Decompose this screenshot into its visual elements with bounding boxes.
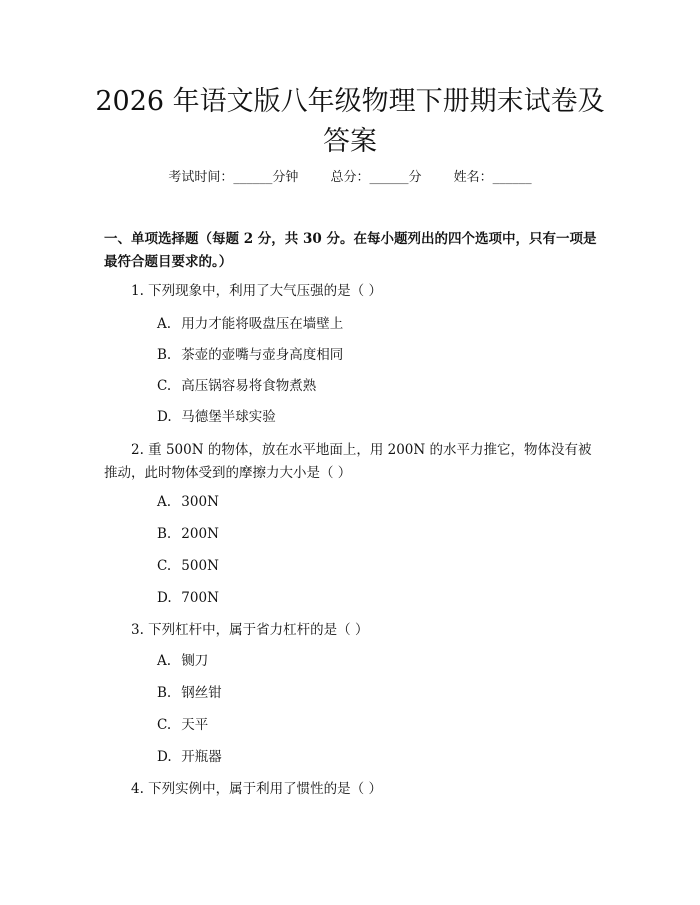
question-1-option-a (157, 314, 343, 334)
question-4-stem: 4. 下列实例中，属于利用了惯性的是（ ） (131, 781, 382, 797)
question-2-stem: 2. 重 500N 的物体，放在水平地面上，用 200N 的水平力推它，物体没有被推动，此时物体受到的摩擦力大小是（ ） (104, 442, 592, 481)
option-text: 铡刀 (181, 653, 209, 669)
option-text: 用力才能将吸盘压在墙壁上 (181, 316, 344, 332)
student-name: 姓名：______ (453, 170, 532, 185)
option-letter: C. (157, 558, 172, 574)
question-2-option-a (157, 492, 219, 512)
exam-score: 总分：______分 (330, 170, 422, 185)
question-3-option-c (157, 715, 208, 735)
option-letter: B. (157, 685, 172, 701)
question-1-option-c (157, 376, 316, 396)
question-3-option-a (157, 651, 208, 671)
option-text: 200N (181, 526, 219, 542)
option-letter: D. (157, 749, 172, 765)
option-text: 马德堡半球实验 (181, 409, 276, 425)
exam-meta (0, 168, 700, 188)
question-2-option-d (157, 588, 219, 608)
option-letter: D. (157, 409, 172, 425)
exam-time: 考试时间：______分钟 (168, 170, 299, 185)
option-text: 700N (181, 590, 219, 606)
question-2-option-b (157, 524, 219, 544)
option-letter: C. (157, 717, 172, 733)
option-text: 高压锅容易将食物煮熟 (181, 378, 317, 394)
section-heading: 一、单项选择题（每题 2 分，共 30 分。在每小题列出的四个选项中，只有一项是最符合题目要求的。） (104, 231, 597, 270)
question-3-stem: 3. 下列杠杆中，属于省力杠杆的是（ ） (131, 622, 369, 638)
question-1-option-b (157, 345, 343, 365)
option-letter: A. (157, 653, 172, 669)
option-letter: B. (157, 347, 172, 363)
page-title: 2026 年语文版八年级物理下册期末试卷及答案 (95, 86, 605, 157)
question-3-option-b (157, 683, 222, 703)
question-1-option-d (157, 407, 276, 427)
question-2-option-c (157, 556, 219, 576)
option-text: 茶壶的壶嘴与壶身高度相同 (181, 347, 344, 363)
option-letter: D. (157, 590, 172, 606)
option-text: 天平 (181, 717, 209, 733)
option-letter: A. (157, 316, 172, 332)
option-text: 500N (181, 558, 219, 574)
question-3-option-d (157, 747, 222, 767)
option-text: 300N (181, 494, 219, 510)
option-text: 开瓶器 (181, 749, 222, 765)
option-letter: C. (157, 378, 172, 394)
option-text: 钢丝钳 (181, 685, 222, 701)
option-letter: B. (157, 526, 172, 542)
option-letter: A. (157, 494, 172, 510)
question-1-stem: 1. 下列现象中，利用了大气压强的是（ ） (131, 283, 382, 299)
